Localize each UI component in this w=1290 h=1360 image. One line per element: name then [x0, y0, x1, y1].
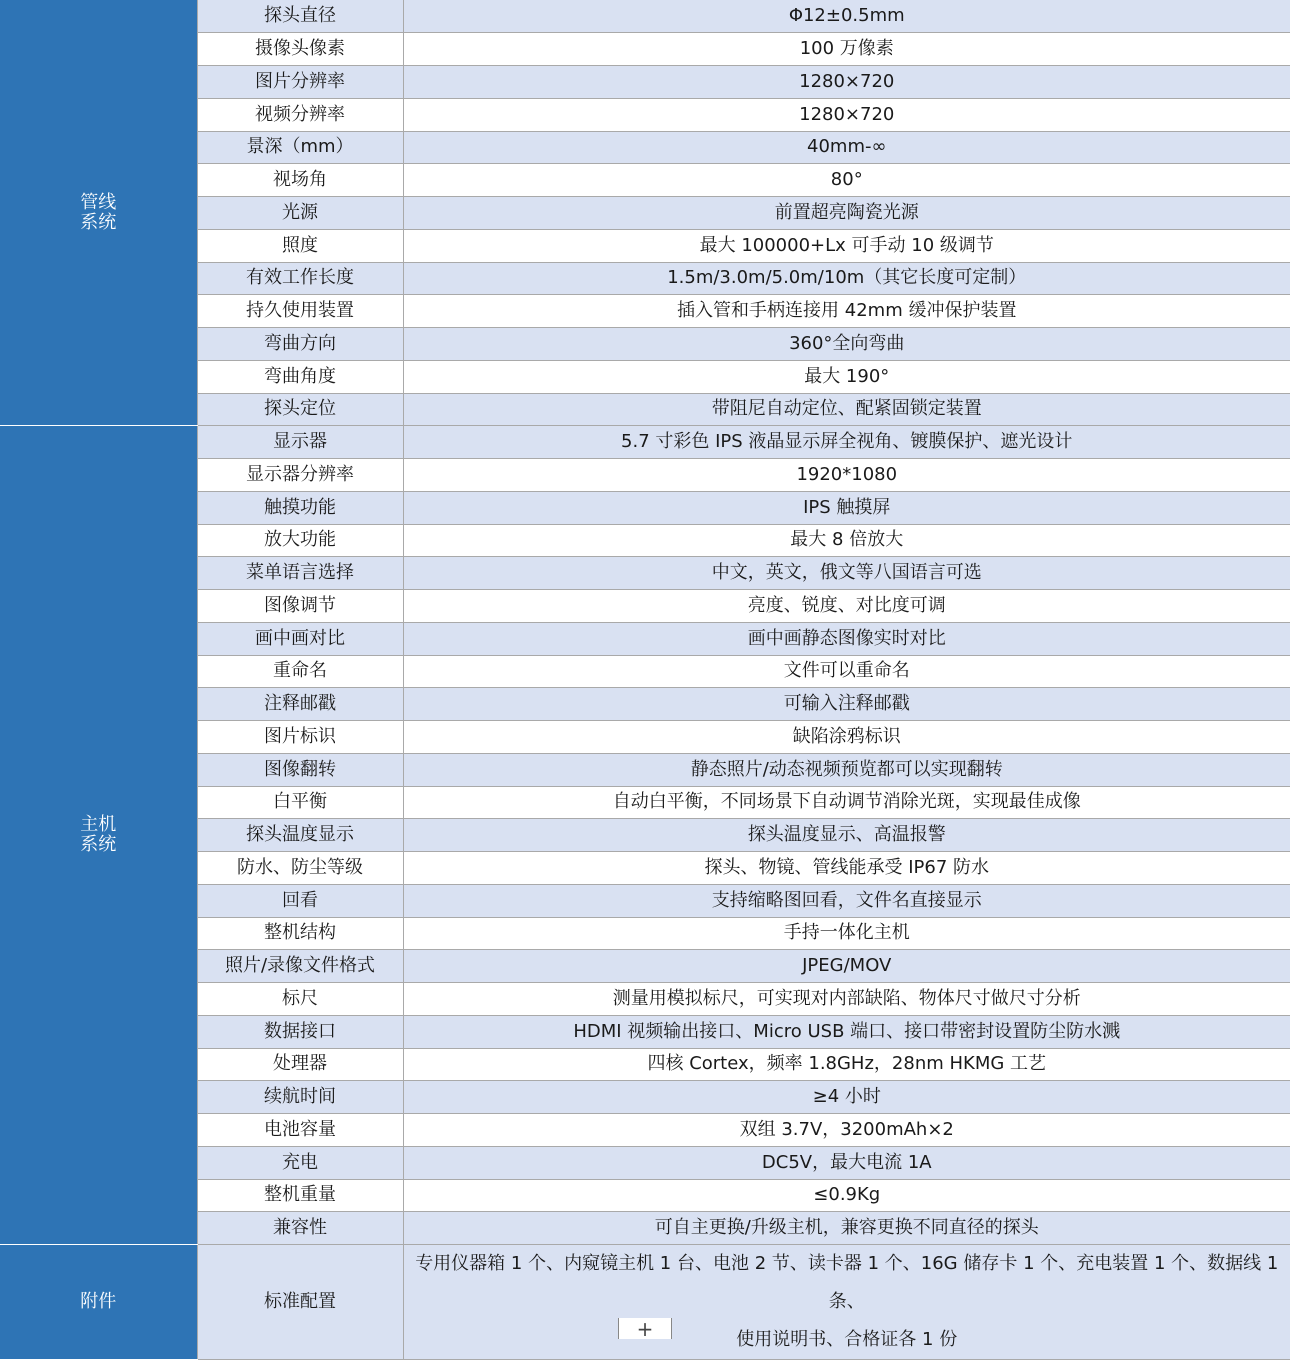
section-label-line: 附件 — [0, 1292, 197, 1312]
value-cell[interactable]: 1.5m/3.0m/5.0m/10m（其它长度可定制） — [403, 262, 1290, 295]
section-label-line: 管线 — [0, 193, 197, 213]
table-row — [0, 426, 1290, 459]
value-cell[interactable]: 前置超亮陶瓷光源 — [403, 197, 1290, 230]
param-cell[interactable]: 视场角 — [197, 164, 403, 197]
param-cell[interactable]: 探头直径 — [197, 0, 403, 33]
value-cell[interactable]: 测量用模拟标尺，可实现对内部缺陷、物体尺寸做尺寸分析 — [403, 983, 1290, 1016]
value-cell[interactable]: 支持缩略图回看，文件名直接显示 — [403, 884, 1290, 917]
value-cell[interactable]: 可自主更换/升级主机，兼容更换不同直径的探头 — [403, 1212, 1290, 1245]
param-cell[interactable]: 弯曲方向 — [197, 328, 403, 361]
value-cell[interactable]: 带阻尼自动定位、配紧固锁定装置 — [403, 393, 1290, 426]
value-cell[interactable]: 1280×720 — [403, 66, 1290, 99]
value-cell[interactable]: HDMI 视频输出接口、Micro USB 端口、接口带密封设置防尘防水溅 — [403, 1015, 1290, 1048]
value-cell[interactable]: 自动白平衡，不同场景下自动调节消除光斑，实现最佳成像 — [403, 786, 1290, 819]
param-cell[interactable]: 整机重量 — [197, 1179, 403, 1212]
value-cell[interactable]: 四核 Cortex，频率 1.8GHz，28nm HKMG 工艺 — [403, 1048, 1290, 1081]
value-cell[interactable]: 80° — [403, 164, 1290, 197]
value-cell[interactable]: 最大 190° — [403, 360, 1290, 393]
section-label-line: 系统 — [0, 835, 197, 855]
param-cell[interactable]: 兼容性 — [197, 1212, 403, 1245]
value-cell[interactable]: 中文，英文，俄文等八国语言可选 — [403, 557, 1290, 590]
value-cell[interactable]: 100 万像素 — [403, 33, 1290, 66]
param-cell[interactable]: 探头温度显示 — [197, 819, 403, 852]
param-cell[interactable]: 探头定位 — [197, 393, 403, 426]
param-cell[interactable]: 菜单语言选择 — [197, 557, 403, 590]
param-cell[interactable]: 图片标识 — [197, 721, 403, 754]
value-line: 专用仪器箱 1 个、内窥镜主机 1 台、电池 2 节、读卡器 1 个、16G 储存卡 1 个、充电装置 1 个、数据线 1 条、 — [404, 1245, 1290, 1321]
value-cell[interactable]: 缺陷涂鸦标识 — [403, 721, 1290, 754]
section-label-line: 系统 — [0, 213, 197, 233]
param-cell[interactable]: 显示器分辨率 — [197, 459, 403, 492]
param-cell[interactable]: 触摸功能 — [197, 491, 403, 524]
param-cell[interactable]: 照度 — [197, 229, 403, 262]
value-cell[interactable]: 最大 8 倍放大 — [403, 524, 1290, 557]
value-cell[interactable]: 插入管和手柄连接用 42mm 缓冲保护装置 — [403, 295, 1290, 328]
param-cell[interactable]: 照片/录像文件格式 — [197, 950, 403, 983]
param-cell[interactable]: 景深（mm） — [197, 131, 403, 164]
param-cell[interactable]: 整机结构 — [197, 917, 403, 950]
table-row — [0, 0, 1290, 33]
param-cell[interactable]: 有效工作长度 — [197, 262, 403, 295]
value-cell[interactable]: Φ12±0.5mm — [403, 0, 1290, 33]
param-cell[interactable]: 重命名 — [197, 655, 403, 688]
param-cell[interactable]: 摄像头像素 — [197, 33, 403, 66]
value-cell[interactable]: 40mm-∞ — [403, 131, 1290, 164]
value-cell[interactable]: 1920*1080 — [403, 459, 1290, 492]
section-label — [0, 1245, 197, 1360]
table-row — [0, 1245, 1290, 1360]
param-cell[interactable]: 画中画对比 — [197, 622, 403, 655]
param-cell[interactable]: 续航时间 — [197, 1081, 403, 1114]
param-cell[interactable]: 处理器 — [197, 1048, 403, 1081]
value-cell[interactable]: 手持一体化主机 — [403, 917, 1290, 950]
value-cell[interactable]: 静态照片/动态视频预览都可以实现翻转 — [403, 753, 1290, 786]
value-cell[interactable]: IPS 触摸屏 — [403, 491, 1290, 524]
param-cell[interactable]: 持久使用装置 — [197, 295, 403, 328]
value-cell[interactable]: ≥4 小时 — [403, 1081, 1290, 1114]
value-cell[interactable]: 探头温度显示、高温报警 — [403, 819, 1290, 852]
section-label — [0, 426, 197, 1245]
param-cell[interactable]: 弯曲角度 — [197, 360, 403, 393]
param-cell[interactable]: 充电 — [197, 1146, 403, 1179]
value-cell[interactable]: 双组 3.7V，3200mAh×2 — [403, 1114, 1290, 1147]
value-cell[interactable]: DC5V，最大电流 1A — [403, 1146, 1290, 1179]
param-cell[interactable]: 图像调节 — [197, 590, 403, 623]
param-cell[interactable]: 光源 — [197, 197, 403, 230]
param-cell[interactable]: 标尺 — [197, 983, 403, 1016]
value-cell[interactable]: 画中画静态图像实时对比 — [403, 622, 1290, 655]
value-cell[interactable] — [403, 1245, 1290, 1360]
param-cell[interactable]: 放大功能 — [197, 524, 403, 557]
value-cell[interactable]: 亮度、锐度、对比度可调 — [403, 590, 1290, 623]
add-sheet-button[interactable] — [618, 1318, 672, 1339]
value-cell[interactable]: 最大 100000+Lx 可手动 10 级调节 — [403, 229, 1290, 262]
param-cell[interactable]: 防水、防尘等级 — [197, 852, 403, 885]
value-cell[interactable]: 可输入注释邮戳 — [403, 688, 1290, 721]
value-cell[interactable]: ≤0.9Kg — [403, 1179, 1290, 1212]
param-cell[interactable]: 标准配置 — [197, 1245, 403, 1360]
value-line: 使用说明书、合格证各 1 份 — [404, 1321, 1290, 1359]
value-cell[interactable]: 探头、物镜、管线能承受 IP67 防水 — [403, 852, 1290, 885]
param-cell[interactable]: 白平衡 — [197, 786, 403, 819]
param-cell[interactable]: 回看 — [197, 884, 403, 917]
value-cell[interactable]: JPEG/MOV — [403, 950, 1290, 983]
plus-icon: + — [637, 1319, 654, 1339]
section-label — [0, 0, 197, 426]
value-cell[interactable]: 5.7 寸彩色 IPS 液晶显示屏全视角、镀膜保护、遮光设计 — [403, 426, 1290, 459]
value-cell[interactable]: 360°全向弯曲 — [403, 328, 1290, 361]
param-cell[interactable]: 视频分辨率 — [197, 98, 403, 131]
section-label-line: 主机 — [0, 815, 197, 835]
value-cell[interactable]: 1280×720 — [403, 98, 1290, 131]
param-cell[interactable]: 数据接口 — [197, 1015, 403, 1048]
param-cell[interactable]: 注释邮戳 — [197, 688, 403, 721]
param-cell[interactable]: 图片分辨率 — [197, 66, 403, 99]
param-cell[interactable]: 图像翻转 — [197, 753, 403, 786]
value-cell[interactable]: 文件可以重命名 — [403, 655, 1290, 688]
param-cell[interactable]: 显示器 — [197, 426, 403, 459]
param-cell[interactable]: 电池容量 — [197, 1114, 403, 1147]
